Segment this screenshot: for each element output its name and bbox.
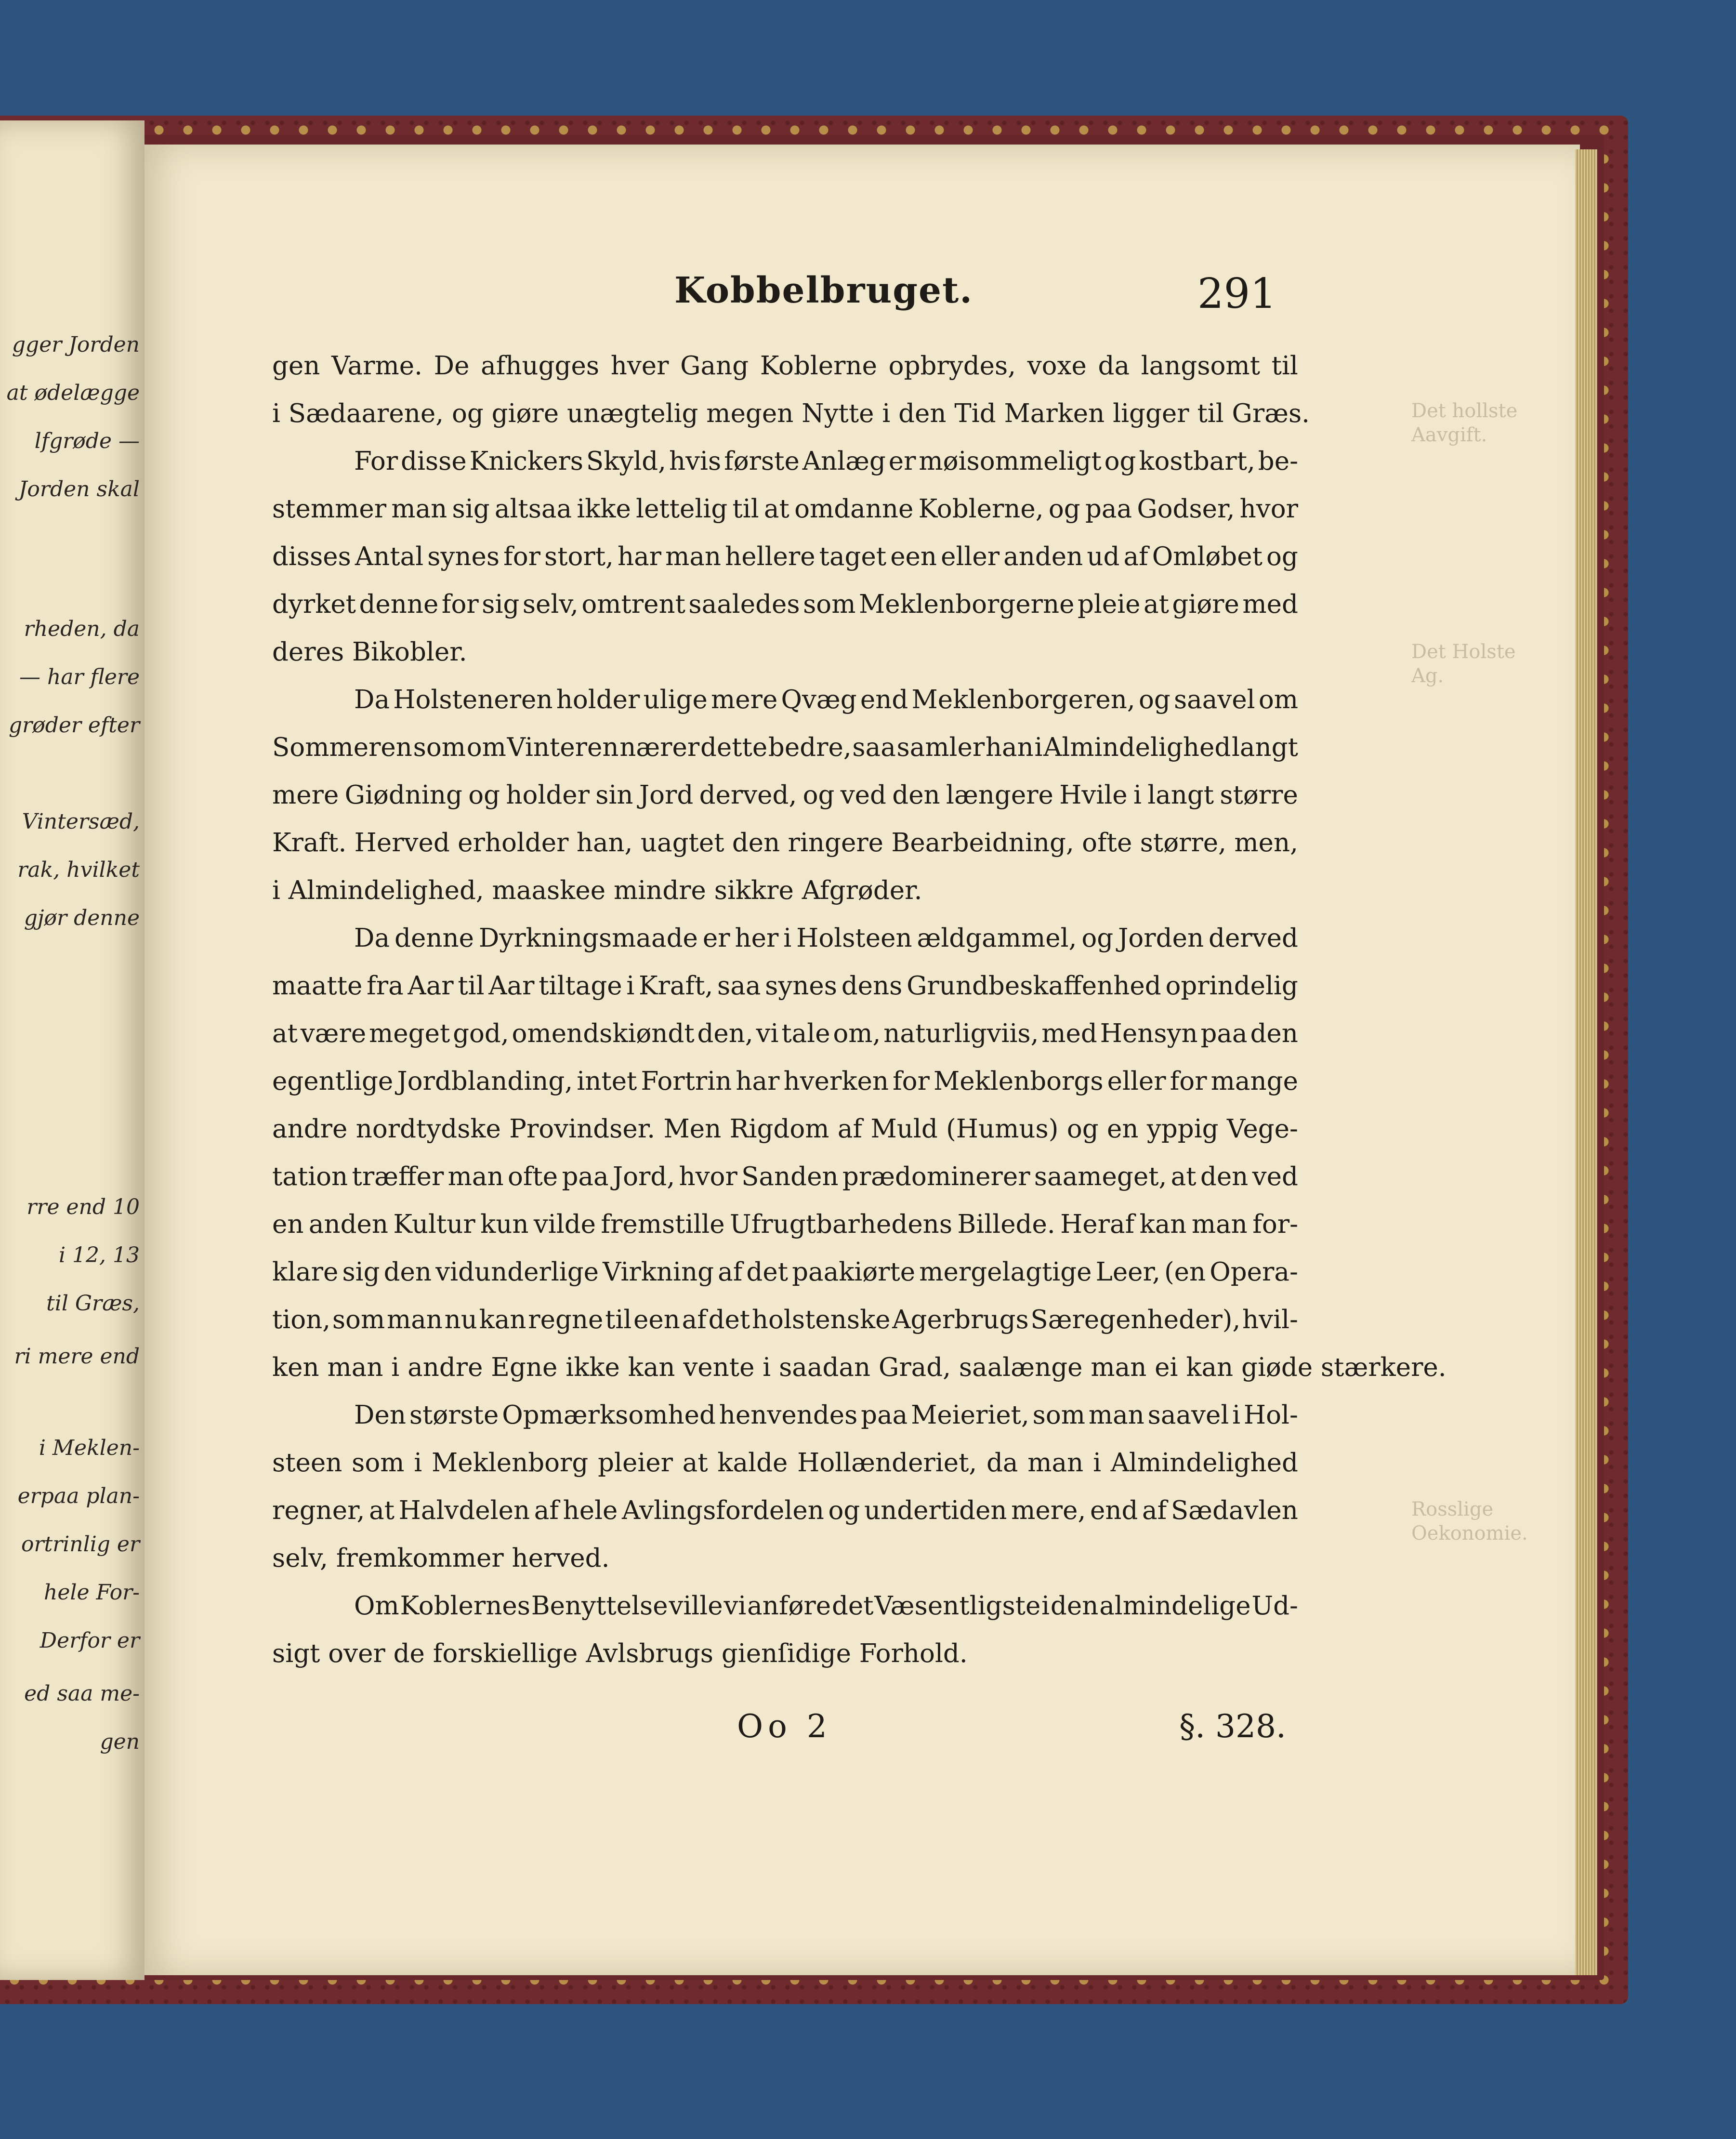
left-page-line: gger Jorden bbox=[12, 332, 140, 357]
signature-mark: Oo 2 bbox=[737, 1708, 832, 1745]
bleed-through-note: Aavgift. bbox=[1411, 424, 1487, 446]
text-line: i Sædaarene, og giøre unægtelig megen Nytte i den Tid Marken ligger til Græs. bbox=[272, 399, 1310, 428]
bleed-through-note: Det Holste bbox=[1411, 641, 1516, 663]
text-line: ken man i andre Egne ikke kan vente i saadan Grad, saalænge man ei kan giøde stærkere. bbox=[272, 1353, 1447, 1382]
page-edges bbox=[1575, 149, 1597, 1975]
left-page-line: Vintersæd, bbox=[22, 809, 140, 834]
text-line: tion, som man nu kan regne til een af det holstenske Agerbrugs Særegenheder), hvil- bbox=[272, 1305, 1298, 1334]
text-line: at være meget god, omendskiøndt den, vi tale om, naturligviis, med Hensyn paa den bbox=[272, 1019, 1298, 1048]
left-page-line: gjør denne bbox=[24, 906, 140, 930]
left-facing-page bbox=[0, 120, 145, 1980]
text-line: mere Giødning og holder sin Jord derved, og ved den længere Hvile i langt større bbox=[272, 780, 1298, 810]
left-page-line: at ødelægge bbox=[6, 381, 140, 405]
page-number: 291 bbox=[1197, 270, 1276, 318]
bleed-through-note: Rosslige bbox=[1411, 1498, 1494, 1520]
bleed-through-note: Det hollste bbox=[1411, 400, 1518, 422]
text-line: maatte fra Aar til Aar tiltage i Kraft, saa synes dens Grundbeskaffenhed oprindelig bbox=[272, 971, 1298, 1001]
left-page-line: — har flere bbox=[19, 665, 140, 689]
left-page-line: ri mere end bbox=[14, 1344, 140, 1369]
page-footer bbox=[737, 1708, 1286, 1751]
text-line: egentlige Jordblanding, intet Fortrin har hverken for Meklenborgs eller for mange bbox=[272, 1067, 1298, 1096]
text-line: deres Bikobler. bbox=[272, 637, 467, 667]
left-page-line: grøder efter bbox=[9, 713, 140, 738]
text-line: klare sig den vidunderlige Virkning af det paakiørte mergelagtige Leer, (en Opera- bbox=[272, 1257, 1298, 1287]
left-page-line: Jorden skal bbox=[18, 477, 140, 502]
text-line: selv, fremkommer herved. bbox=[272, 1544, 610, 1573]
text-line: Om Koblernes Benyttelse ville vi anføre det Væsentligste i den almindelige Ud- bbox=[354, 1591, 1298, 1621]
left-page-line: rak, hvilket bbox=[17, 858, 140, 882]
text-line: Sommeren som om Vinteren nærer dette bedre, saa samler han i Almindelighed langt bbox=[272, 733, 1298, 762]
text-line: Da Holsteneren holder ulige mere Qvæg end Meklenborgeren, og saavel om bbox=[354, 685, 1298, 714]
text-line: i Almindelighed, maaskee mindre sikkre Afgrøder. bbox=[272, 876, 922, 905]
text-line: Da denne Dyrkningsmaade er her i Holsteen ældgammel, og Jorden derved bbox=[354, 924, 1298, 953]
bleed-through-note: Ag. bbox=[1411, 665, 1444, 687]
left-page-line: rheden, da bbox=[24, 617, 140, 641]
left-page-line: erpaa plan- bbox=[17, 1484, 140, 1508]
left-page-line: i 12, 13 bbox=[58, 1243, 140, 1268]
running-title: Kobbelbruget. bbox=[674, 270, 973, 311]
bleed-through-note: Oekonomie. bbox=[1411, 1522, 1528, 1545]
text-line: tation træffer man ofte paa Jord, hvor Sanden prædominerer saameget, at den ved bbox=[272, 1162, 1298, 1191]
text-line: sigt over de forskiellige Avlsbrugs gienſidige Forhold. bbox=[272, 1639, 968, 1668]
left-page-line: i Meklen- bbox=[39, 1436, 140, 1460]
text-line: regner, at Halvdelen af hele Avlingsfordelen og undertiden mere, end af Sædavlen bbox=[272, 1496, 1298, 1525]
text-line: Kraft. Herved erholder han, uagtet den ringere Bearbeidning, ofte større, men, bbox=[272, 828, 1298, 858]
text-line: disses Antal synes for stort, har man hellere taget een eller anden ud af Omløbet og bbox=[272, 542, 1298, 571]
left-page-line: gen bbox=[100, 1730, 140, 1754]
left-page-line: rre end 10 bbox=[26, 1195, 140, 1219]
left-page-line: ortrinlig er bbox=[21, 1532, 140, 1557]
left-page-line: hele For- bbox=[44, 1580, 140, 1605]
left-page-line: til Græs, bbox=[46, 1291, 140, 1316]
text-line: steen som i Meklenborg pleier at kalde Hollænderiet, da man i Almindelighed bbox=[272, 1448, 1298, 1478]
body-text bbox=[272, 342, 1447, 1677]
left-page-line: lfgrøde — bbox=[34, 429, 140, 453]
text-line: andre nordtydske Provindser. Men Rigdom af Muld (Humus) og en yppig Vege- bbox=[272, 1114, 1298, 1144]
text-line: stemmer man sig altsaa ikke lettelig til at omdanne Koblerne, og paa Godser, hvor bbox=[272, 494, 1298, 524]
left-page-line: Derfor er bbox=[39, 1628, 140, 1653]
text-line: Den største Opmærksomhed henvendes paa Meieriet, som man saavel i Hol- bbox=[354, 1400, 1298, 1430]
text-line: en anden Kultur kun vilde fremstille Ufrugtbarhedens Billede. Heraf kan man for- bbox=[272, 1210, 1298, 1239]
page-header bbox=[674, 270, 1276, 328]
catchword: §. 328. bbox=[1179, 1708, 1286, 1745]
left-page-line: ed saa me- bbox=[24, 1681, 140, 1706]
text-line: For disse Knickers Skyld, hvis første Anlæg er møisommeligt og kostbart, be- bbox=[354, 447, 1298, 476]
text-line: gen Varme. De afhugges hver Gang Koblerne opbrydes, voxe da langsomt til bbox=[272, 351, 1298, 381]
text-line: dyrket denne for sig selv, omtrent saaledes som Meklenborgerne pleie at giøre med bbox=[272, 590, 1298, 619]
